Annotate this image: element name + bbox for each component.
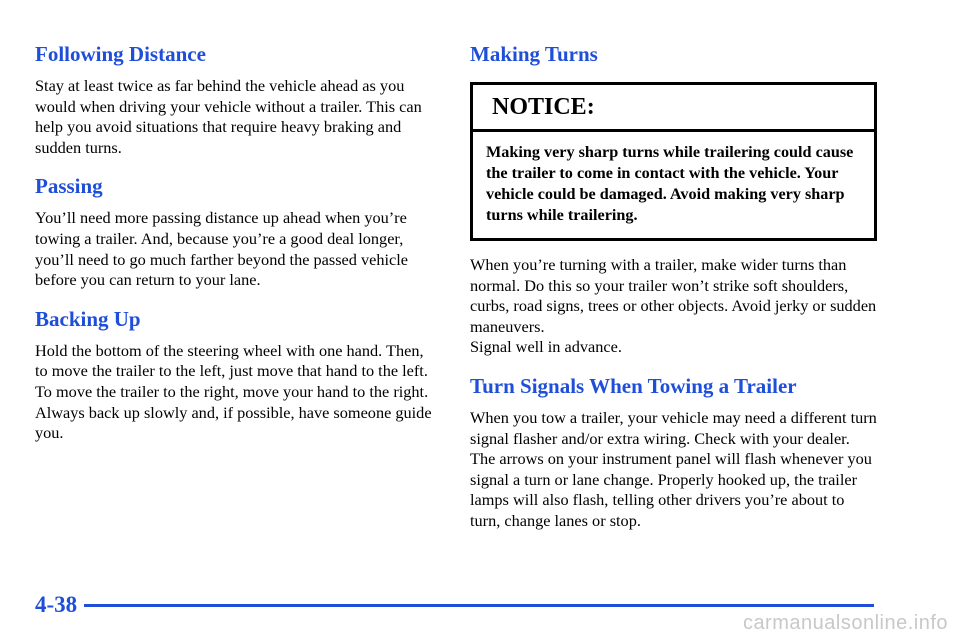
making-turns-text: When you’re turning with a trailer, make wider turns than normal. Do this so your trailer won’t strike soft shoulders, curbs, road signs, trees or other objects. Avoid jerky or sudden maneuvers. (470, 255, 877, 336)
notice-text: Making very sharp turns while trailering could cause the trailer to come in contact with the vehicle. Your vehicle could be damaged. Avoid making very sharp turns while trailering. (486, 143, 854, 224)
passing-heading: Passing (35, 174, 103, 199)
backing-up-heading: Backing Up (35, 306, 141, 331)
following-distance-text: Stay at least twice as far behind the vehicle ahead as you would when driving your vehicle without a trailer. This can help you avoid situations that require heavy braking and sudden turns. (35, 76, 422, 157)
backing-up-text: Hold the bottom of the steering wheel with one hand. Then, to move the trailer to the left, just move that hand to the left. To move the trailer to the right, move your hand to the right. Always back up slowly and, if possible, have someone guide you. (35, 340, 432, 443)
watermark: carmanualsonline.info (742, 612, 948, 634)
following-distance-heading: Following Distance (35, 42, 206, 66)
notice-label: NOTICE: (473, 85, 874, 132)
signal-advance-text: Signal well in advance. (470, 337, 622, 357)
passing-text: You’ll need more passing distance up ahead when you’re towing a trailer. And, because you’re a good deal longer, you’ll need to go much farther beyond the passed vehicle before you can return to your lane. (35, 208, 408, 290)
notice-box (470, 82, 877, 241)
footer-rule (84, 604, 874, 607)
right-column (470, 40, 877, 532)
turn-signals-text: When you tow a trailer, your vehicle may need a different turn signal flasher and/or extra wiring. Check with your dealer. The arrows on your instrument panel will flash whenever you signal a turn or lane change. Properly hooked up, the trailer lamps will also flash, telling other drivers you’re about to turn, change lanes or stop. (470, 407, 877, 530)
page-number: 4-38 (35, 592, 78, 617)
left-column (35, 40, 440, 444)
turn-signals-heading: Turn Signals When Towing a Trailer (470, 373, 797, 398)
making-turns-heading: Making Turns (470, 42, 598, 66)
